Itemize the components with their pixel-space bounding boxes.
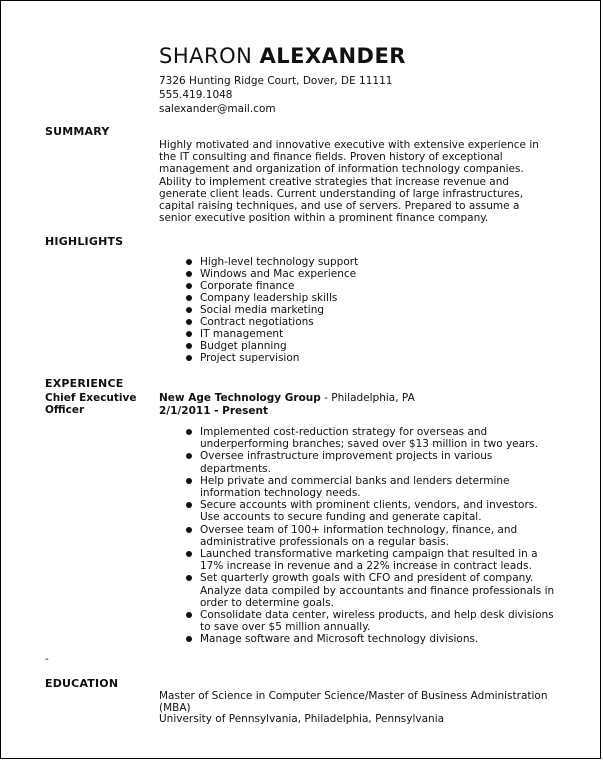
highlights-list	[159, 256, 358, 364]
company-name: New Age Technology Group	[159, 392, 321, 404]
email: salexander@mail.com	[159, 103, 276, 115]
employment-dates: 2/1/2011 - Present	[159, 404, 269, 417]
list-item: Contract negotiations	[159, 316, 358, 328]
address: 7326 Hunting Ridge Court, Dover, DE 11111	[159, 75, 393, 87]
highlights-heading: HIGHLIGHTS	[45, 235, 124, 248]
list-item: Oversee team of 100+ information technology, finance, and administrative professionals on a regular basis.	[159, 524, 559, 548]
list-item: Oversee infrastructure improvement projects in various departments.	[159, 450, 559, 474]
list-item: Help private and commercial banks and lenders determine information technology needs.	[159, 475, 559, 499]
company-location: - Philadelphia, PA	[320, 392, 415, 404]
list-item: Set quarterly growth goals with CFO and president of company. Analyze data compiled by accountants and finance professionals in order to determine goals.	[159, 572, 559, 609]
list-item: IT management	[159, 328, 358, 340]
list-item: Company leadership skills	[159, 292, 358, 304]
list-item: Secure accounts with prominent clients, vendors, and investors. Use accounts to secure funding and generate capital.	[159, 499, 559, 523]
list-item: Manage software and Microsoft technology divisions.	[159, 633, 559, 645]
list-item: Project supervision	[159, 352, 358, 364]
list-item: Consolidate data center, wireless products, and help desk divisions to save over $5 million annually.	[159, 609, 559, 633]
education-block	[159, 691, 559, 726]
experience-heading: EXPERIENCE	[45, 377, 124, 390]
list-item: Budget planning	[159, 340, 358, 352]
education-heading: EDUCATION	[45, 677, 119, 690]
job-title: Chief Executive Officer	[45, 392, 137, 416]
degree: Master of Science in Computer Science/Master of Business Administration (MBA)	[159, 690, 548, 714]
summary-heading: SUMMARY	[45, 125, 110, 138]
phone: 555.419.1048	[159, 89, 233, 101]
list-item: Launched transformative marketing campaign that resulted in a 17% increase in revenue and a 22% increase in contract leads.	[159, 548, 559, 572]
list-item: Windows and Mac experience	[159, 268, 358, 280]
contact-block	[159, 74, 392, 116]
experience-list	[159, 426, 559, 646]
last-name: ALEXANDER	[259, 44, 406, 68]
list-item: High-level technology support	[159, 256, 358, 268]
summary-text: Highly motivated and innovative executive with extensive experience in the IT consulting and finance fields. Proven history of exceptional management and organization of information technology companies. Ability to implement creative strategies that increase revenue and generate client leads. Current understanding of large infrastructures, capital raising techniques, and use of servers. Prepared to assume a senior executive position within a prominent finance company.	[159, 139, 539, 225]
school: University of Pennsylvania, Philadelphia, Pennsylvania	[159, 713, 445, 726]
list-item: Corporate finance	[159, 280, 358, 292]
first-name: SHARON	[159, 44, 253, 68]
candidate-name	[159, 44, 406, 68]
list-item: Implemented cost-reduction strategy for overseas and underperforming branches; saved over $13 million in two years.	[159, 426, 559, 450]
employer-block	[159, 392, 415, 417]
list-item: Social media marketing	[159, 304, 358, 316]
section-separator: -	[45, 653, 49, 665]
